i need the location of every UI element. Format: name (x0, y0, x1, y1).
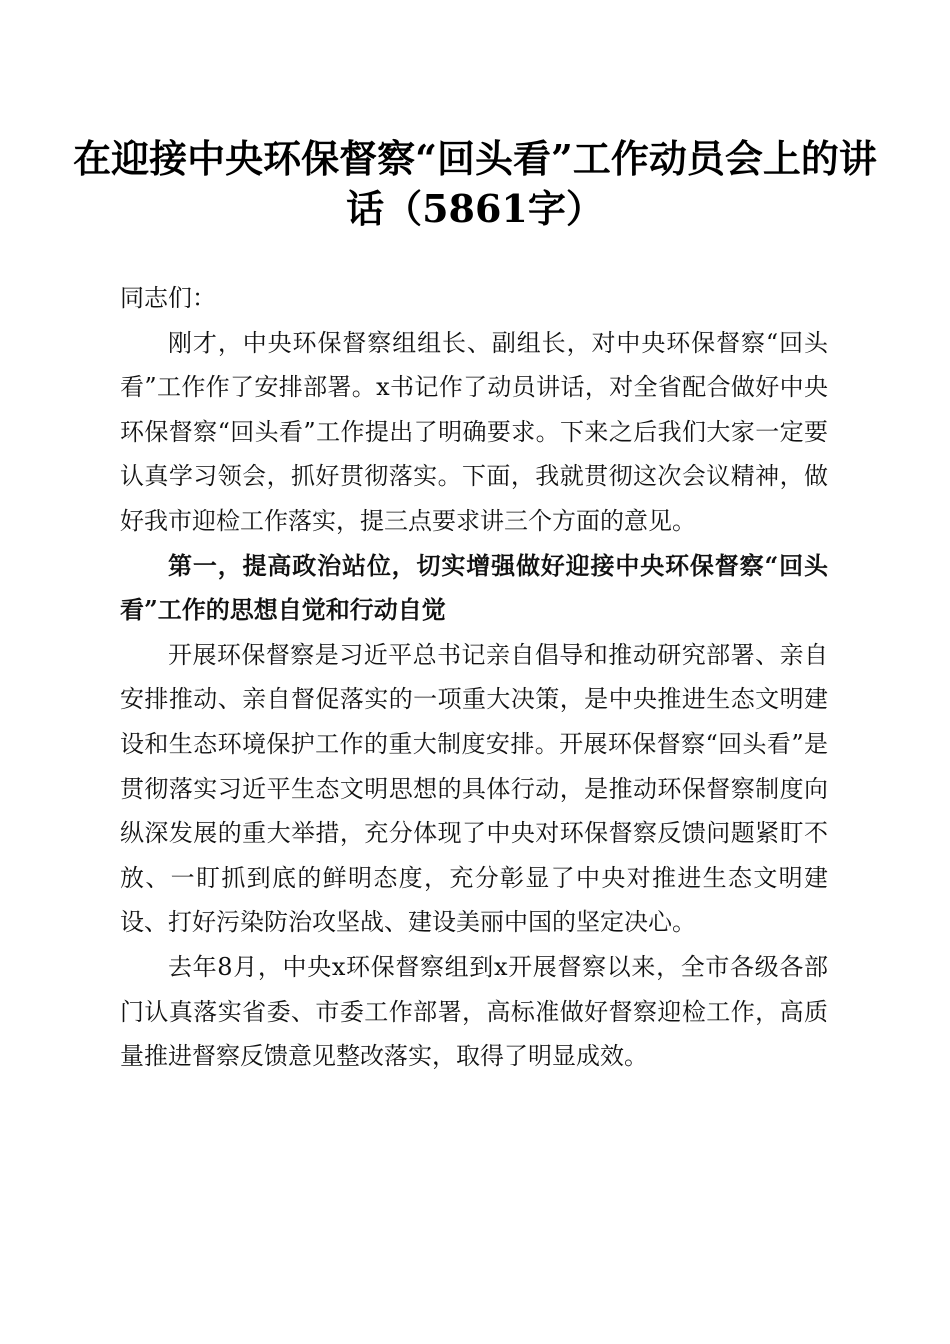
salutation: 同志们： (120, 284, 216, 312)
paragraph-progress: 去年8月，中央x环保督察组到x开展督察以来，全市各级各部门认真落实省委、市委工作部署，高标准做好督察迎检工作，高质量推进督察反馈意见整改落实，取得了明显成效。 (120, 952, 828, 1071)
section-heading-first: 第一，提高政治站位，切实增强做好迎接中央环保督察“回头看”工作的思想自觉和行动自觉 (120, 550, 828, 625)
document-body (120, 276, 828, 1079)
paragraph-intro: 刚才，中央环保督察组组长、副组长，对中央环保督察“回头看”工作作了安排部署。x书记作了动员讲话，对全省配合做好中央环保督察“回头看”工作提出了明确要求。下来之后我们大家一定要认真学习领会，抓好贯彻落实。下面，我就贯彻这次会议精神，做好我市迎检工作落实，提三点要求讲三个方面的意见。 (120, 328, 828, 535)
paragraph-significance: 开展环保督察是习近平总书记亲自倡导和推动研究部署、亲自安排推动、亲自督促落实的一项重大决策，是中央推进生态文明建设和生态环境保护工作的重大制度安排。开展环保督察“回头看”是贯彻落实习近平生态文明思想的具体行动，是推动环保督察制度向纵深发展的重大举措，充分体现了中央对环保督察反馈问题紧盯不放、一盯抓到底的鲜明态度，充分彰显了中央对推进生态文明建设、打好污染防治攻坚战、建设美丽中国的坚定决心。 (120, 640, 828, 937)
document-title: 在迎接中央环保督察“回头看”工作动员会上的讲话（5861字） (73, 136, 877, 231)
